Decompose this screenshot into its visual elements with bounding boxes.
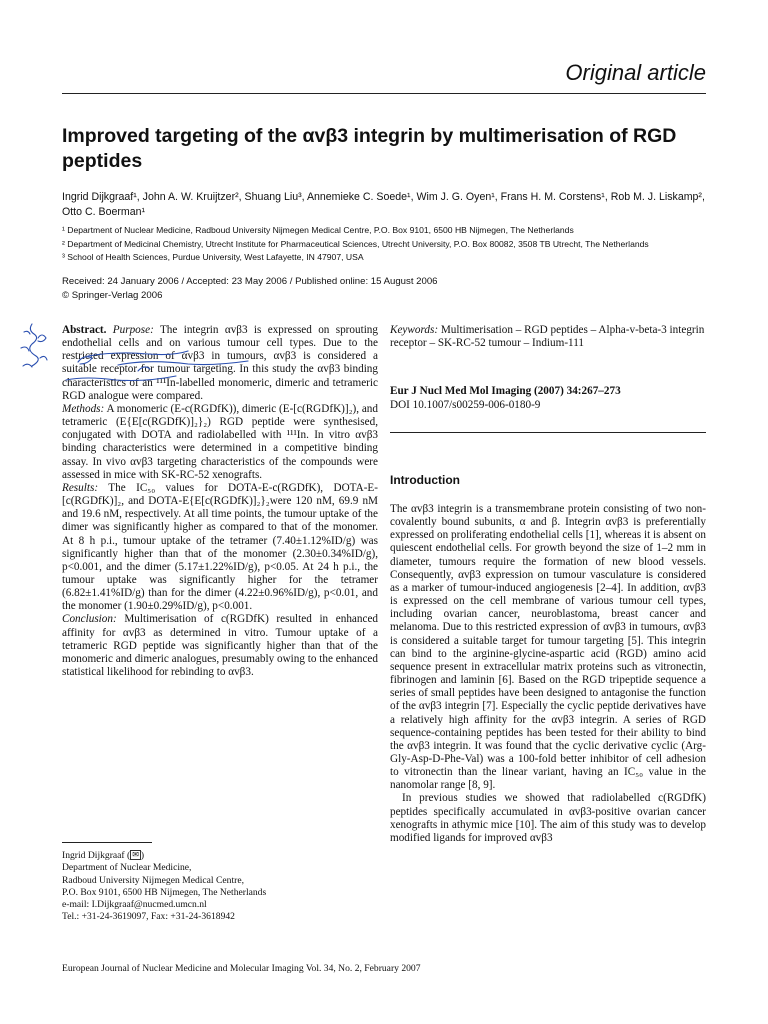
abstract-purpose: The integrin αvβ3 is expressed on sprouting endothelial cells and on various tumour cell types. Due to the restricted expression of αvβ3 in tumours, αvβ3 is considered a suitable receptor for tumour targeting. In this study the αvβ3 binding characteristics of an ¹¹¹In-labelled monomeric, dimeric and tetrameric RGD analogue were compared. — [62, 324, 378, 402]
section-rule — [390, 432, 706, 433]
correspondence-rule — [62, 842, 152, 843]
paper-title: Improved targeting of the αvβ3 integrin by multimerisation of RGD peptides — [62, 125, 677, 172]
correspondence-phone: Tel.: +31-24-3619097, Fax: +31-24-3618942 — [62, 911, 235, 923]
affiliation-1: ¹ Department of Nuclear Medicine, Radboud University Nijmegen Medical Centre, P.O. Box 9101, 6500 HB Nijmegen, The Netherlands — [62, 225, 574, 235]
keywords-text: Multimerisation – RGD peptides – Alpha-v-beta-3 integrin receptor – SK-RC-52 tumour – Indium-111 — [390, 324, 705, 350]
correspondence-department: Department of Nuclear Medicine, — [62, 862, 192, 874]
correspondence-address: P.O. Box 9101, 6500 HB Nijmegen, The Netherlands — [62, 886, 267, 898]
article-type: Original article — [565, 60, 706, 85]
abstract-conclusion: Multimerisation of c(RGDfK) resulted in enhanced affinity for αvβ3 as determined in vitro. Tumour uptake of a tetrameric RGD peptide was significantly higher than that of the monomeric and dimeric analogues, presumably owing to the enhanced statistical likelihood for rebinding to αvβ3. — [62, 613, 379, 679]
correspondence-block — [62, 850, 378, 924]
journal-reference — [390, 385, 706, 412]
keywords-label: Keywords: — [390, 324, 439, 336]
keywords — [390, 324, 706, 350]
envelope-icon: ✉ — [132, 850, 139, 859]
publication-dates — [62, 275, 712, 302]
abstract-label: Abstract. — [62, 324, 107, 336]
copyright-notice: © Springer-Verlag 2006 — [62, 289, 163, 301]
results-label: Results: — [62, 481, 99, 494]
abstract — [62, 324, 378, 679]
correspondence-institution: Radboud University Nijmegen Medical Centre, — [62, 874, 244, 886]
affiliations — [62, 224, 722, 265]
journal-citation: Eur J Nucl Med Mol Imaging (2007) 34:267–273 — [390, 385, 621, 397]
affiliation-3: ³ School of Health Sciences, Purdue University, West Lafayette, IN 47907, USA — [62, 252, 364, 262]
correspondence-name: Ingrid Dijkgraaf — [62, 850, 125, 861]
author-list: Ingrid Dijkgraaf¹, John A. W. Kruijtzer², Shuang Liu³, Annemieke C. Soede¹, Wim J. G. Oyen¹, Frans H. M. Corstens¹, Rob M. J. Liskamp², Otto C. Boerman¹ — [62, 191, 705, 218]
methods-label: Methods: — [62, 402, 105, 415]
header-rule — [62, 93, 706, 94]
page-footer: European Journal of Nuclear Medicine and Molecular Imaging Vol. 34, No. 2, February 2007 — [62, 963, 421, 974]
introduction-body — [390, 503, 706, 845]
conclusion-label: Conclusion: — [62, 613, 117, 626]
abstract-methods: A monomeric (E-c(RGDfK)), dimeric (E-[c(RGDfK)]₂), and tetrameric (E{E[c(RGDfK)]₂}₂) RGD peptide were synthesised, conjugated with DOTA and radiolabelled with ¹¹¹In. In vitro αvβ3 binding characteristics were determined in a competitive binding assay. In vivo αvβ3 targeting characteristics of the compounds were assessed in mice with SK-RC-52 xenografts. — [62, 402, 378, 481]
introduction-paragraph-1: The αvβ3 integrin is a transmembrane protein consisting of two non-covalently bound subunits, α and β. Integrin αvβ3 is preferentially expressed on proliferating endothelial cells [1], whereas it is absent on quiescent endothelial cells. For growth beyond the size of 1–2 mm in diameter, tumours require the formation of new blood vessels. Consequently, αvβ3 expression on tumour vasculature is considered as a marker of tumour-induced angiogenesis [2–4]. In addition, αvβ3 is expressed on the cell membrane of various tumour cell types, including ovarian cancer, neuroblastoma, breast cancer and melanoma. Due to this restricted expression of αvβ3 in tumours, αvβ3 is considered a suitable target for tumour targeting [5]. This integrin can bind to the arginine-glycine-aspartic acid (RGD) amino acid sequence present in extracellular matrix proteins such as vitronectin, fibrinogen and laminin [6]. Based on the RGD tripeptide sequence a series of small peptides have been designed to antagonise the function of the αvβ3 integrin [7]. Especially the cyclic peptide derivatives have a relatively high affinity for the αvβ3 integrin. A series of RGD sequence-containing peptides has been tested for their ability to bind the αvβ3 integrin. It was found that the cyclic derivative cyclic (Arg-Gly-Asp-D-Phe-Val) was a 100-fold better inhibitor of cell adhesion to vitronectin than the linear variant, having an IC₅₀ value in the nanomolar range [8, 9]. — [390, 503, 706, 792]
correspondence-email: e-mail: I.Dijkgraaf@nucmed.umcn.nl — [62, 899, 207, 911]
affiliation-2: ² Department of Medicinal Chemistry, Utrecht Institute for Pharmaceutical Sciences, Utrecht University, P.O. Box 80082, 3508 TB Utrecht, The Netherlands — [62, 238, 649, 249]
doi: DOI 10.1007/s00259-006-0180-9 — [390, 398, 541, 411]
introduction-heading: Introduction — [390, 473, 460, 487]
purpose-label: Purpose: — [112, 324, 154, 336]
introduction-paragraph-2: In previous studies we showed that radiolabelled c(RGDfK) peptides specifically accumulated in αvβ3-positive ovarian cancer xenografts in athymic mice [10]. The aim of this study was to develop modified ligands for improved αvβ3 — [390, 792, 706, 844]
correspondence-name-line: Ingrid Dijkgraaf ( ✉ ) — [62, 850, 145, 861]
abstract-results: The IC₅₀ values for DOTA-E-c(RGDfK), DOTA-E-[c(RGDfK)]₂, and DOTA-E{E[c(RGDfK)]₂}₂were 120 nM, 69.9 nM and 19.6 nM, respectively. At all time points, the tumour uptake of the dimer was significantly higher as compared to that of the monomer. At 8 h p.i., tumour uptake of the tetramer (7.40±1.12%ID/g) was significantly higher than that of the monomer (2.30±0.34%ID/g), p<0.001, and the dimer (5.17±1.22%ID/g), p<0.05. At 24 h p.i., the tumour uptake was significantly higher for the tetramer (6.82±1.41%ID/g) than for the dimer (4.22±0.96%ID/g), p<0.01, and the monomer (1.90±0.29%ID/g), p<0.001. — [62, 481, 378, 613]
received-accepted-dates: Received: 24 January 2006 / Accepted: 23 May 2006 / Published online: 15 August 2006 — [62, 276, 438, 287]
